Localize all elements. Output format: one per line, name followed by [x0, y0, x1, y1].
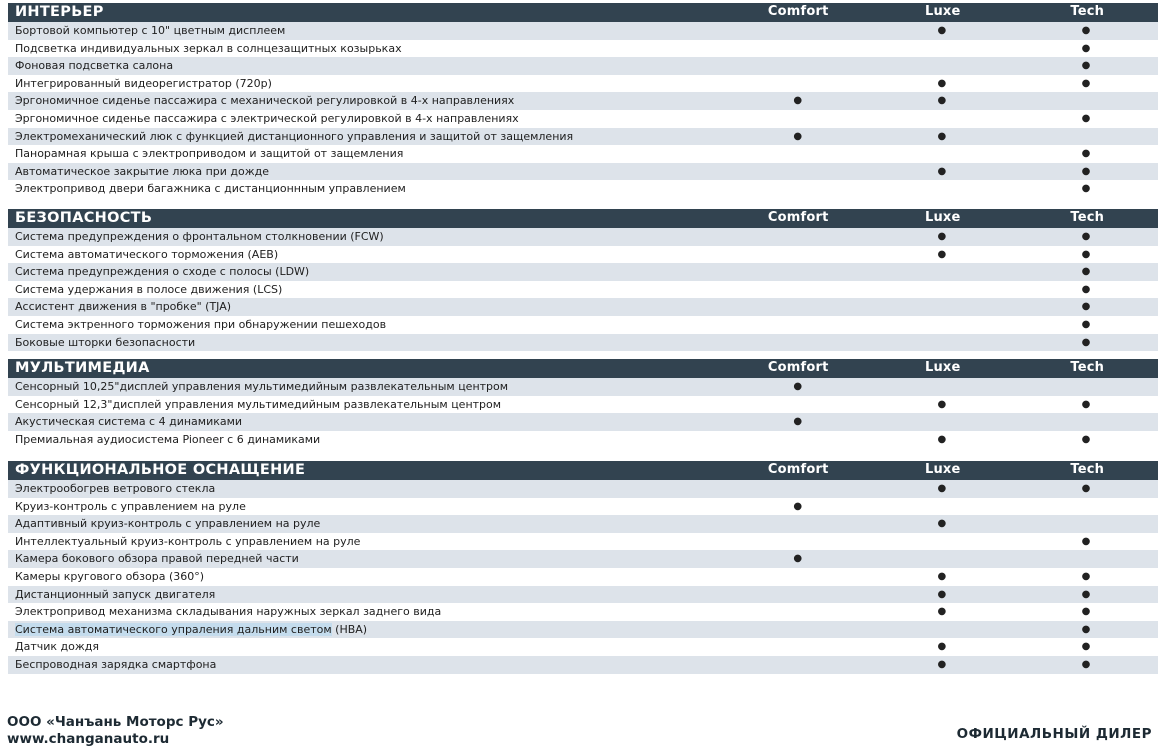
luxe-availability: ● — [937, 231, 947, 242]
feature-label — [8, 515, 726, 533]
luxe-availability: ● — [937, 588, 947, 600]
tech-availability: ● — [1081, 248, 1091, 260]
feature-label — [8, 603, 726, 621]
feature-label-text: Интегрированный видеорегистратор (720p) — [15, 76, 272, 90]
feature-list — [8, 228, 1158, 351]
feature-label-text: Круиз-контроль с управлением на руле — [15, 499, 246, 513]
feature-label — [8, 22, 726, 40]
feature-label-text: Камеры кругового обзора (360°) — [15, 569, 205, 583]
column-comfort: Comfort — [767, 210, 829, 225]
feature-label — [8, 334, 726, 352]
section-safety — [8, 209, 1158, 351]
tech-availability: ● — [1081, 60, 1091, 72]
table-row — [8, 92, 1158, 110]
table-row — [8, 413, 1158, 431]
comfort-availability: ● — [793, 416, 803, 428]
tech-availability: ● — [1081, 165, 1091, 177]
tech-availability: ● — [1081, 283, 1091, 295]
tech-availability: ● — [1081, 570, 1091, 582]
section-functional-equipment — [8, 461, 1158, 674]
tech-availability: ● — [1081, 588, 1091, 600]
table-row — [8, 603, 1158, 621]
column-luxe: Luxe — [924, 360, 961, 375]
feature-label — [8, 92, 726, 110]
luxe-availability: ● — [937, 165, 947, 177]
section-header — [8, 461, 1158, 480]
tech-availability: ● — [1081, 183, 1091, 195]
tech-availability: ● — [1081, 658, 1091, 670]
column-luxe: Luxe — [924, 462, 961, 477]
feature-label-text: Система автоматического упраления дальним светом — [15, 622, 332, 636]
table-row — [8, 533, 1158, 551]
table-row — [8, 163, 1158, 181]
column-luxe: Luxe — [924, 4, 961, 19]
column-tech: Tech — [1070, 462, 1105, 477]
tech-availability: ● — [1081, 318, 1091, 330]
luxe-availability: ● — [937, 95, 947, 107]
table-row — [8, 586, 1158, 604]
table-row — [8, 145, 1158, 163]
tech-availability: ● — [1081, 623, 1091, 635]
feature-list — [8, 480, 1158, 674]
feature-label — [8, 498, 726, 516]
official-dealer-label: ОФИЦИАЛЬНЫЙ ДИЛЕР — [956, 726, 1152, 742]
feature-list — [8, 378, 1158, 448]
feature-list — [8, 22, 1158, 198]
comfort-availability: ● — [793, 500, 803, 512]
feature-label — [8, 378, 726, 396]
feature-label-text: Дистанционный запуск двигателя — [15, 587, 216, 601]
table-row — [8, 22, 1158, 40]
section-multimedia — [8, 359, 1158, 448]
feature-label — [8, 656, 726, 674]
column-comfort: Comfort — [767, 4, 829, 19]
section-title: ФУНКЦИОНАЛЬНОЕ ОСНАЩЕНИЕ — [15, 462, 306, 478]
feature-label — [8, 180, 726, 198]
feature-label — [8, 163, 726, 181]
column-comfort: Comfort — [767, 360, 829, 375]
table-row — [8, 40, 1158, 58]
section-title: ИНТЕРЬЕР — [15, 4, 104, 20]
feature-label-text: Датчик дождя — [15, 640, 99, 654]
table-row — [8, 334, 1158, 352]
table-row — [8, 128, 1158, 146]
tech-availability: ● — [1081, 112, 1091, 124]
feature-label-text: Акустическая система с 4 динамиками — [15, 415, 243, 429]
luxe-availability: ● — [937, 518, 947, 530]
feature-label — [8, 480, 726, 498]
table-row — [8, 431, 1158, 449]
feature-label-text: Электрообогрев ветрового стекла — [15, 482, 216, 495]
section-header — [8, 3, 1158, 22]
section-title: МУЛЬТИМЕДИА — [15, 360, 150, 376]
feature-label — [8, 75, 726, 93]
luxe-availability: ● — [937, 658, 947, 670]
feature-label — [8, 550, 726, 568]
feature-label-text: Эргономичное сиденье пассажира с электрической регулировкой в 4-х направлениях — [15, 111, 519, 125]
feature-label-text: Система автоматического торможения (AEB) — [15, 247, 279, 261]
feature-label-text: Электромеханический люк с функцией дистанционного управления и защитой от защемления — [15, 129, 574, 143]
luxe-availability: ● — [937, 570, 947, 582]
tech-availability: ● — [1081, 301, 1091, 313]
section-interior — [8, 3, 1158, 198]
tech-availability: ● — [1081, 535, 1091, 547]
tech-availability: ● — [1081, 77, 1091, 89]
tech-availability: ● — [1081, 42, 1091, 54]
feature-label-text: Электропривод двери багажника с дистанционнным управлением — [15, 182, 406, 196]
website-link[interactable]: www.changanauto.ru — [7, 731, 170, 747]
luxe-availability: ● — [937, 433, 947, 445]
table-row — [8, 316, 1158, 334]
feature-label — [8, 128, 726, 146]
feature-label-text: Беспроводная зарядка смартфона — [15, 657, 217, 671]
tech-availability: ● — [1081, 25, 1091, 36]
feature-label-text: Интеллектуальный круиз-контроль с управлением на руле — [15, 534, 361, 548]
table-row — [8, 263, 1158, 281]
feature-label — [8, 40, 726, 58]
tech-availability: ● — [1081, 398, 1091, 410]
column-tech: Tech — [1070, 4, 1105, 19]
feature-label — [8, 263, 726, 281]
feature-label — [8, 316, 726, 334]
table-row — [8, 57, 1158, 75]
feature-label — [8, 57, 726, 75]
table-row — [8, 110, 1158, 128]
luxe-availability: ● — [937, 606, 947, 618]
tech-availability: ● — [1081, 266, 1091, 278]
footer-company-info — [7, 714, 224, 748]
feature-label-text: Боковые шторки безопасности — [15, 335, 196, 349]
column-tech: Tech — [1070, 210, 1105, 225]
tech-availability: ● — [1081, 148, 1091, 160]
comfort-availability: ● — [793, 130, 803, 142]
feature-label-text: Эргономичное сиденье пассажира с механической регулировкой в 4-х направлениях — [15, 94, 515, 108]
table-row — [8, 75, 1158, 93]
feature-label — [8, 396, 726, 414]
section-header — [8, 359, 1158, 378]
table-row — [8, 298, 1158, 316]
section-header — [8, 209, 1158, 228]
feature-label — [8, 228, 726, 246]
table-row — [8, 180, 1158, 198]
feature-label — [8, 281, 726, 299]
feature-label-text: Система эктренного торможения при обнаружении пешеходов — [15, 317, 387, 331]
feature-label-text: Система предупреждения о фронтальном столкновении (FCW) — [15, 230, 384, 243]
luxe-availability: ● — [937, 641, 947, 653]
feature-label — [8, 246, 726, 264]
luxe-availability: ● — [937, 483, 947, 494]
feature-label-text: Сенсорный 10,25"дисплей управления мультимедийным развлекательным центром — [15, 380, 509, 393]
feature-label-text: Фоновая подсветка салона — [15, 59, 174, 73]
comfort-availability: ● — [793, 95, 803, 107]
table-row — [8, 638, 1158, 656]
feature-label — [8, 110, 726, 128]
table-row — [8, 621, 1158, 639]
table-row — [8, 378, 1158, 396]
feature-label — [8, 413, 726, 431]
tech-availability: ● — [1081, 433, 1091, 445]
tech-availability: ● — [1081, 336, 1091, 348]
feature-label-text: Панорамная крыша с электроприводом и защитой от защемления — [15, 147, 404, 161]
feature-label-text: Сенсорный 12,3"дисплей управления мультимедийным развлекательным центром — [15, 397, 502, 411]
feature-label-text: Автоматическое закрытие люка при дожде — [15, 164, 270, 178]
luxe-availability: ● — [937, 25, 947, 36]
feature-label-text: Электропривод механизма складывания наружных зеркал заднего вида — [15, 605, 442, 619]
feature-label-text: Камера бокового обзора правой передней части — [15, 552, 299, 566]
company-name: ООО «Чанъань Моторс Рус» — [7, 714, 224, 730]
feature-label — [8, 431, 726, 449]
feature-label — [8, 638, 726, 656]
feature-label — [8, 621, 726, 639]
comfort-availability: ● — [793, 381, 803, 392]
table-row — [8, 656, 1158, 674]
table-row — [8, 396, 1158, 414]
table-row — [8, 228, 1158, 246]
luxe-availability: ● — [937, 398, 947, 410]
table-row — [8, 281, 1158, 299]
column-tech: Tech — [1070, 360, 1105, 375]
luxe-availability: ● — [937, 77, 947, 89]
feature-label-text: Премиальная аудиосистема Pioneer с 6 динамиками — [15, 432, 321, 446]
tech-availability: ● — [1081, 641, 1091, 653]
table-row — [8, 568, 1158, 586]
feature-label — [8, 568, 726, 586]
feature-label-text: Ассистент движения в "пробке" (TJA) — [15, 300, 232, 314]
tech-availability: ● — [1081, 231, 1091, 242]
feature-label-text: Подсветка индивидуальных зеркал в солнцезащитных козырьках — [15, 41, 402, 55]
table-row — [8, 246, 1158, 264]
feature-label — [8, 586, 726, 604]
feature-label — [8, 533, 726, 551]
column-comfort: Comfort — [767, 462, 829, 477]
feature-label-text: Бортовой компьютер с 10" цветным дисплеем — [15, 24, 286, 37]
column-luxe: Luxe — [924, 210, 961, 225]
tech-availability: ● — [1081, 606, 1091, 618]
feature-label-suffix: (HBA) — [331, 622, 368, 636]
feature-label-text: Адаптивный круиз-контроль с управлением на руле — [15, 517, 321, 531]
table-row — [8, 498, 1158, 516]
table-row — [8, 550, 1158, 568]
table-row — [8, 515, 1158, 533]
feature-label-text: Система удержания в полосе движения (LCS) — [15, 282, 283, 296]
comfort-availability: ● — [793, 553, 803, 565]
table-row — [8, 480, 1158, 498]
tech-availability: ● — [1081, 483, 1091, 494]
luxe-availability: ● — [937, 130, 947, 142]
luxe-availability: ● — [937, 248, 947, 260]
feature-label-text: Система предупреждения о сходе с полосы (LDW) — [15, 265, 310, 279]
section-title: БЕЗОПАСНОСТЬ — [15, 210, 153, 226]
feature-label — [8, 298, 726, 316]
feature-label — [8, 145, 726, 163]
